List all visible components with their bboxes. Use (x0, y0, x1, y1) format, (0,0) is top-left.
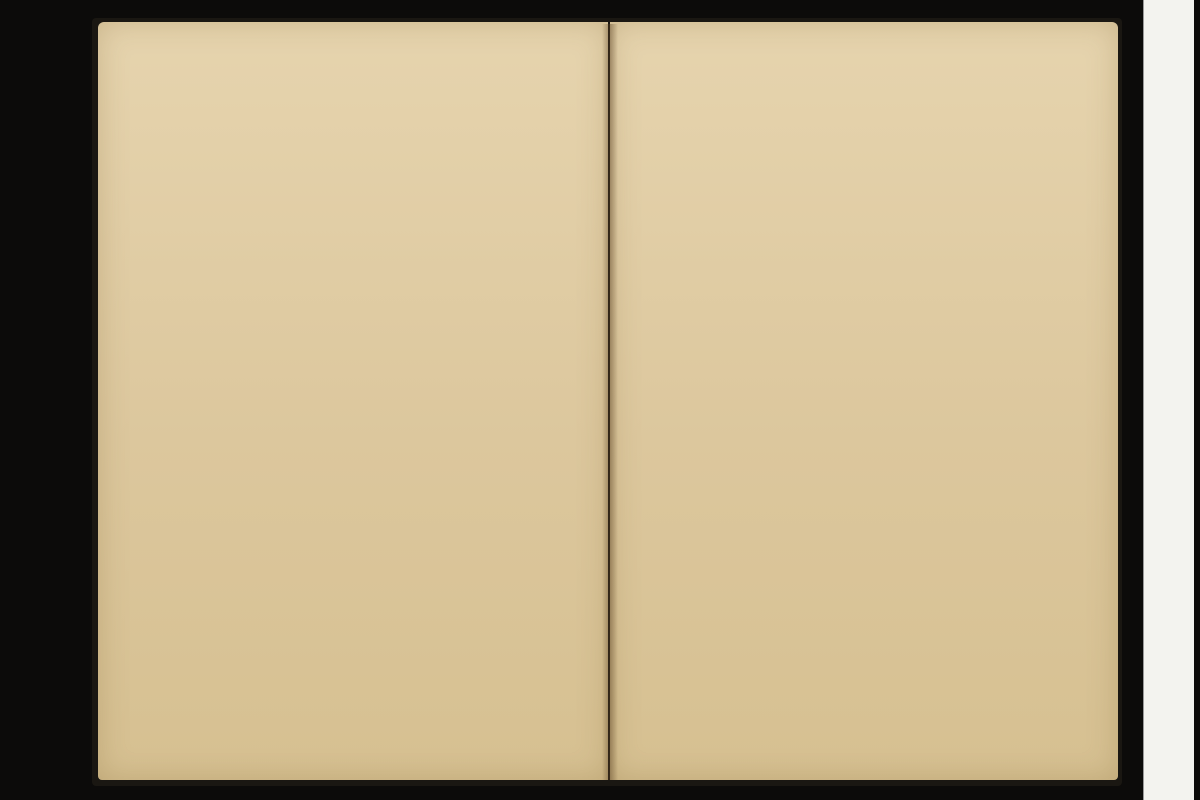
right-page (610, 22, 1118, 780)
measurement-ruler (1143, 0, 1194, 800)
book-gutter (602, 24, 618, 780)
left-page (98, 22, 608, 780)
